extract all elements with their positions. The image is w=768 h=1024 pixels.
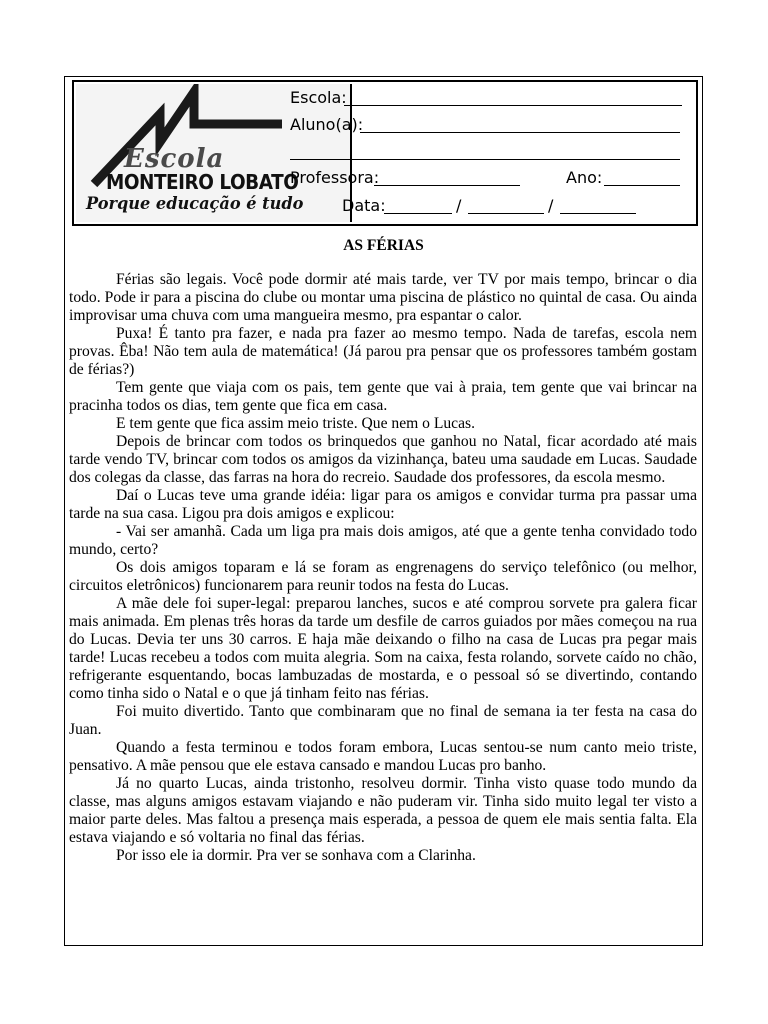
professora-field[interactable] [374, 185, 520, 186]
paragraph: Depois de brincar com todos os brinquedos que ganhou no Natal, ficar acordado até mais tarde vendo TV, brincar com todos os amigos da vizinhança, bateu uma saudade em Lucas. Saudade dos colegas da classe, das farras na hora do recreio. Saudade dos professores, da escola mesmo. [69, 433, 697, 486]
logo-slogan: Porque educação é tudo [86, 194, 304, 214]
professora-label: Professora: [290, 168, 380, 187]
document-title: AS FÉRIAS [343, 237, 424, 254]
paragraph: Férias são legais. Você pode dormir até mais tarde, ver TV por mais tempo, brincar o dia todo. Pode ir para a piscina do clube ou montar uma piscina de plástico no quintal de casa. Ou ainda improvisar uma chuva com uma mangueira mesmo, pra espantar o calor. [69, 271, 697, 324]
aluno-label: Aluno(a): [290, 115, 364, 134]
paragraph: A mãe dele foi super-legal: preparou lanches, sucos e até comprou sorvete pra galera ficar mais animada. Em plenas três horas da tarde um desfile de carros guiados por mães começou na rua do Lucas. Devia ter uns 30 carros. E haja mãe deixando o filho na casa de Lucas pra pegar mais tarde! Lucas recebeu a todos com muita alegria. Som na caixa, festa rolando, sorvete caído no chão, refrigerante esquentando, bocas lambuzadas de mostarda, e o pessoal só se divertindo, contando como tinha sido o Natal e o que já tinham feito nas férias. [69, 595, 697, 702]
date-separator: / [456, 196, 462, 215]
paragraph: Tem gente que viaja com os pais, tem gente que vai à praia, tem gente que vai brincar na pracinha todos os dias, tem gente que fica em casa. [69, 379, 697, 414]
paragraph: Puxa! É tanto pra fazer, e nada pra fazer ao mesmo tempo. Nada de tarefas, escola nem provas. Êba! Não tem aula de matemática! (Já parou pra pensar que os professores também gostam de férias?) [69, 325, 697, 378]
paragraph: Por isso ele ia dormir. Pra ver se sonhava com a Clarinha. [116, 847, 476, 864]
paragraph: E tem gente que fica assim meio triste. Que nem o Lucas. [116, 415, 475, 432]
ano-field[interactable] [604, 185, 680, 186]
paragraph: Já no quarto Lucas, ainda tristonho, resolveu dormir. Tinha visto quase todo mundo da classe, mas alguns amigos estavam viajando e não puderam vir. Tinha sido muito legal ter visto a maior parte deles. Mas faltou a presença mais esperada, a pessoa de quem ele mais sentia falta. Ela estava viajando e só voltaria no final das férias. [69, 775, 697, 846]
ano-label: Ano: [566, 168, 603, 187]
paragraph: Daí o Lucas teve uma grande idéia: ligar para os amigos e convidar turma pra passar uma tarde na sua casa. Ligou pra dois amigos e explicou: [69, 487, 697, 522]
data-day-field[interactable] [384, 213, 452, 214]
aluno-continuation-field[interactable] [290, 159, 680, 160]
data-year-field[interactable] [560, 213, 636, 214]
logo-escola-text: Escola [124, 144, 225, 174]
data-label: Data: [342, 196, 386, 215]
paragraph: Foi muito divertido. Tanto que combinaram que no final de semana ia ter festa na casa do Juan. [69, 703, 697, 738]
paragraph: - Vai ser amanhã. Cada um liga pra mais dois amigos, até que a gente tenha convidado todo mundo, certo? [69, 523, 697, 558]
paragraph: Os dois amigos toparam e lá se foram as engrenagens do serviço telefônico (ou melhor, circuitos eletrônicos) funcionarem para reunir todos na festa do Lucas. [69, 559, 697, 594]
header-box [72, 80, 698, 226]
data-month-field[interactable] [468, 213, 544, 214]
escola-label: Escola: [290, 88, 347, 107]
aluno-field[interactable] [360, 132, 680, 133]
document-body [69, 271, 697, 865]
paragraph: Quando a festa terminou e todos foram embora, Lucas sentou-se num canto meio triste, pensativo. A mãe pensou que ele estava cansado e mandou Lucas pro banho. [69, 739, 697, 774]
date-separator: / [548, 196, 554, 215]
logo-school-name: MONTEIRO LOBATO [106, 170, 299, 194]
escola-field[interactable] [344, 105, 682, 106]
